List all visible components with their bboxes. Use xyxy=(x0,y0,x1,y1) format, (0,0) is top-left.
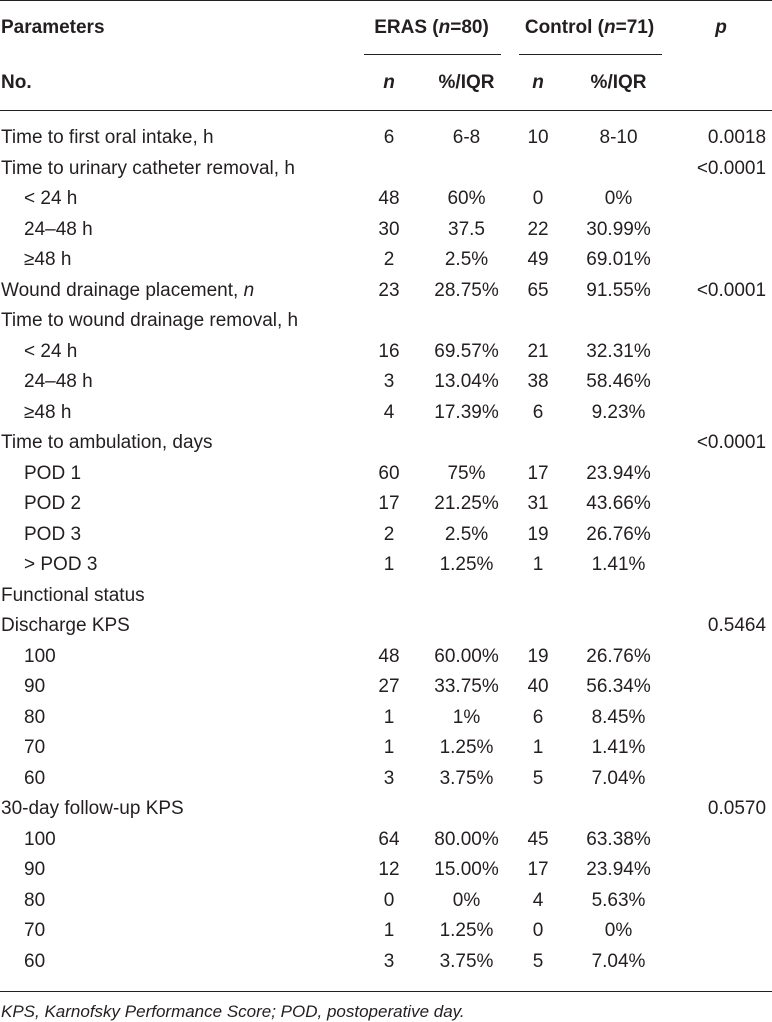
row-parameter xyxy=(0,642,354,673)
eras-pct-cell: 0% xyxy=(452,889,481,911)
header-control-post: =71) xyxy=(615,17,655,38)
table-row xyxy=(0,154,772,185)
row-parameter xyxy=(0,489,354,520)
table-row xyxy=(0,703,772,734)
row-parameter xyxy=(0,703,354,734)
p-value-cell xyxy=(670,764,772,795)
control-pct-cell xyxy=(567,581,670,612)
header-no: No. xyxy=(1,71,32,93)
p-value-cell xyxy=(670,550,772,581)
eras-pct-cell: 1% xyxy=(452,706,481,728)
row-parameter-text: 24–48 h xyxy=(24,371,93,393)
table-header xyxy=(0,1,772,111)
control-pct-cell: 8-10 xyxy=(599,127,638,149)
control-pct-cell xyxy=(567,428,670,459)
control-pct-cell: 7.04% xyxy=(591,950,646,972)
control-n-cell: 45 xyxy=(527,828,549,850)
row-parameter xyxy=(0,550,354,581)
eras-n-cell: 2 xyxy=(383,523,395,545)
control-pct-cell: 1.41% xyxy=(591,737,646,759)
table-row xyxy=(0,886,772,917)
p-value-cell: <0.0001 xyxy=(696,157,767,179)
row-parameter xyxy=(0,611,354,642)
table-row xyxy=(0,642,772,673)
eras-n-cell: 48 xyxy=(378,188,400,210)
p-value-cell xyxy=(670,825,772,856)
eras-n-cell: 3 xyxy=(383,371,395,393)
control-n-cell: 17 xyxy=(527,462,549,484)
eras-n-cell: 48 xyxy=(378,645,400,667)
control-n-cell: 38 xyxy=(527,371,549,393)
eras-n-cell: 3 xyxy=(383,767,395,789)
control-pct-cell: 32.31% xyxy=(586,340,651,362)
header-control-n-col: n xyxy=(532,71,544,93)
control-pct-cell: 26.76% xyxy=(586,523,651,545)
p-value-cell xyxy=(670,337,772,368)
row-parameter-text: 60 xyxy=(24,767,46,789)
p-value-cell xyxy=(670,703,772,734)
eras-n-cell: 1 xyxy=(383,920,395,942)
header-eras-group xyxy=(354,1,509,56)
table-row xyxy=(0,489,772,520)
table-row xyxy=(0,428,772,459)
eras-n-cell: 64 xyxy=(378,828,400,850)
row-parameter xyxy=(0,123,354,154)
eras-n-cell xyxy=(354,306,424,337)
header-control-group xyxy=(509,1,670,56)
eras-pct-cell: 69.57% xyxy=(434,340,499,362)
row-parameter xyxy=(0,947,354,992)
eras-pct-cell: 33.75% xyxy=(434,676,499,698)
control-pct-cell: 5.63% xyxy=(591,889,646,911)
control-pct-cell xyxy=(567,794,670,825)
p-value-cell xyxy=(670,245,772,276)
eras-n-cell: 3 xyxy=(383,950,395,972)
control-n-cell: 40 xyxy=(527,676,549,698)
table-row xyxy=(0,367,772,398)
header-control-n: n xyxy=(604,17,616,38)
eras-n-cell: 0 xyxy=(383,889,395,911)
table-row xyxy=(0,794,772,825)
header-eras-pre: ERAS ( xyxy=(374,17,439,38)
row-parameter-text: Time to first oral intake, h xyxy=(1,127,214,149)
row-parameter-text: Time to ambulation, days xyxy=(1,432,213,454)
control-pct-cell: 0% xyxy=(604,920,633,942)
row-parameter xyxy=(0,398,354,429)
row-parameter-text: 80 xyxy=(24,706,46,728)
control-pct-cell: 23.94% xyxy=(586,859,651,881)
eras-pct-cell: 15.00% xyxy=(434,859,499,881)
header-p-blank xyxy=(670,55,772,111)
row-parameter xyxy=(0,581,354,612)
control-pct-cell xyxy=(567,154,670,185)
row-parameter xyxy=(0,886,354,917)
p-value-cell: <0.0001 xyxy=(696,279,767,301)
control-n-cell xyxy=(509,428,567,459)
table-row xyxy=(0,947,772,992)
row-parameter-text: 90 xyxy=(24,859,46,881)
control-pct-cell: 63.38% xyxy=(586,828,651,850)
row-parameter-text: 90 xyxy=(24,676,46,698)
eras-n-cell xyxy=(354,794,424,825)
eras-n-cell xyxy=(354,581,424,612)
eras-pct-cell xyxy=(424,794,509,825)
table-row xyxy=(0,306,772,337)
p-value-cell xyxy=(670,184,772,215)
p-value-cell xyxy=(670,886,772,917)
header-p: p xyxy=(715,17,727,38)
eras-n-cell: 23 xyxy=(378,279,400,301)
eras-n-cell: 6 xyxy=(383,127,395,149)
control-n-cell xyxy=(509,794,567,825)
control-pct-cell: 23.94% xyxy=(586,462,651,484)
row-parameter xyxy=(0,764,354,795)
control-pct-cell xyxy=(567,611,670,642)
control-n-cell: 31 xyxy=(527,493,549,515)
control-n-cell: 6 xyxy=(532,401,544,423)
eras-pct-cell xyxy=(424,581,509,612)
eras-n-cell: 17 xyxy=(378,493,400,515)
row-parameter xyxy=(0,367,354,398)
eras-pct-cell xyxy=(424,611,509,642)
control-pct-cell: 7.04% xyxy=(591,767,646,789)
control-pct-cell: 9.23% xyxy=(591,401,646,423)
eras-pct-cell: 2.5% xyxy=(444,249,489,271)
row-parameter xyxy=(0,428,354,459)
control-n-cell: 19 xyxy=(527,523,549,545)
control-n-cell: 0 xyxy=(532,920,544,942)
row-parameter-italic: n xyxy=(243,279,255,301)
eras-pct-cell: 13.04% xyxy=(434,371,499,393)
control-n-cell: 49 xyxy=(527,249,549,271)
table-row xyxy=(0,184,772,215)
row-parameter-text: Discharge KPS xyxy=(1,615,130,637)
row-parameter xyxy=(0,794,354,825)
row-parameter-text: POD 1 xyxy=(24,462,82,484)
eras-pct-cell: 2.5% xyxy=(444,523,489,545)
row-parameter-text: 80 xyxy=(24,889,46,911)
p-value-cell xyxy=(670,916,772,947)
p-value-cell xyxy=(670,672,772,703)
row-parameter xyxy=(0,672,354,703)
control-n-cell: 22 xyxy=(527,218,549,240)
row-parameter xyxy=(0,154,354,185)
header-control-pre: Control ( xyxy=(524,17,605,38)
control-pct-cell: 0% xyxy=(604,188,633,210)
eras-pct-cell xyxy=(424,428,509,459)
eras-pct-cell: 1.25% xyxy=(439,737,494,759)
control-n-cell: 1 xyxy=(532,554,544,576)
row-parameter xyxy=(0,520,354,551)
row-parameter xyxy=(0,276,354,307)
eras-pct-cell: 60% xyxy=(447,188,486,210)
row-parameter xyxy=(0,184,354,215)
row-parameter-text: Time to urinary catheter removal, h xyxy=(1,157,295,179)
control-n-cell: 4 xyxy=(532,889,544,911)
control-n-cell: 1 xyxy=(532,737,544,759)
eras-n-cell: 1 xyxy=(383,737,395,759)
control-pct-cell: 1.41% xyxy=(591,554,646,576)
eras-n-cell: 16 xyxy=(378,340,400,362)
eras-n-cell: 4 xyxy=(383,401,395,423)
row-parameter-text: 60 xyxy=(24,950,46,972)
row-parameter-text: > POD 3 xyxy=(24,554,98,576)
control-pct-cell: 69.01% xyxy=(586,249,651,271)
row-parameter-text: 100 xyxy=(24,828,56,850)
row-parameter xyxy=(0,825,354,856)
eras-pct-cell: 60.00% xyxy=(434,645,499,667)
eras-n-cell: 12 xyxy=(378,859,400,881)
control-n-cell xyxy=(509,154,567,185)
table-row xyxy=(0,825,772,856)
control-pct-cell: 43.66% xyxy=(586,493,651,515)
spacer-row xyxy=(0,111,772,124)
control-n-cell: 0 xyxy=(532,188,544,210)
row-parameter xyxy=(0,337,354,368)
row-parameter xyxy=(0,855,354,886)
control-pct-cell: 56.34% xyxy=(586,676,651,698)
row-parameter xyxy=(0,733,354,764)
eras-n-cell: 1 xyxy=(383,554,395,576)
row-parameter-text: 30-day follow-up KPS xyxy=(1,798,184,820)
control-n-cell: 6 xyxy=(532,706,544,728)
control-n-cell: 17 xyxy=(527,859,549,881)
control-n-cell xyxy=(509,306,567,337)
table-row xyxy=(0,245,772,276)
eras-pct-cell: 21.25% xyxy=(434,493,499,515)
eras-n-cell: 1 xyxy=(383,706,395,728)
row-parameter-text: POD 3 xyxy=(24,523,82,545)
eras-n-cell: 2 xyxy=(383,249,395,271)
p-value-cell: 0.5464 xyxy=(707,615,767,637)
table-row xyxy=(0,337,772,368)
row-parameter xyxy=(0,459,354,490)
row-parameter-text: 70 xyxy=(24,920,46,942)
row-parameter-text: < 24 h xyxy=(24,188,78,210)
eras-pct-cell: 75% xyxy=(447,462,486,484)
p-value-cell xyxy=(670,459,772,490)
table-row xyxy=(0,581,772,612)
header-control-pct-col: %/IQR xyxy=(590,71,647,93)
table-row xyxy=(0,215,772,246)
table-row xyxy=(0,916,772,947)
p-value-cell xyxy=(670,947,772,992)
eras-n-cell xyxy=(354,428,424,459)
eras-n-cell: 27 xyxy=(378,676,400,698)
p-value-cell: <0.0001 xyxy=(696,432,767,454)
control-n-cell xyxy=(509,581,567,612)
table-row xyxy=(0,123,772,154)
eras-pct-cell xyxy=(424,306,509,337)
p-value-cell xyxy=(670,306,772,337)
p-value-cell xyxy=(670,489,772,520)
control-pct-cell: 26.76% xyxy=(586,645,651,667)
control-n-cell xyxy=(509,611,567,642)
table-row xyxy=(0,459,772,490)
row-parameter-text: 100 xyxy=(24,645,56,667)
p-value-cell xyxy=(670,642,772,673)
eras-pct-cell xyxy=(424,154,509,185)
control-n-cell: 10 xyxy=(527,127,549,149)
row-parameter-text: ≥48 h xyxy=(24,249,72,271)
eras-pct-cell: 37.5 xyxy=(448,218,485,240)
header-eras-pct-col: %/IQR xyxy=(438,71,495,93)
eras-pct-cell: 6-8 xyxy=(452,127,481,149)
table-row xyxy=(0,733,772,764)
row-parameter-text: 24–48 h xyxy=(24,218,93,240)
row-parameter xyxy=(0,306,354,337)
eras-n-cell xyxy=(354,611,424,642)
header-parameters: Parameters xyxy=(1,17,105,38)
p-value-cell xyxy=(670,581,772,612)
eras-group-rule xyxy=(364,54,501,55)
row-parameter-text: ≥48 h xyxy=(24,401,72,423)
table-row xyxy=(0,672,772,703)
control-group-rule xyxy=(519,54,662,55)
control-n-cell: 19 xyxy=(527,645,549,667)
p-value-cell xyxy=(670,367,772,398)
header-eras-n: n xyxy=(438,17,451,38)
eras-pct-cell: 1.25% xyxy=(439,920,494,942)
control-pct-cell: 58.46% xyxy=(586,371,651,393)
table-row xyxy=(0,611,772,642)
row-parameter xyxy=(0,916,354,947)
row-parameter-text: Time to wound drainage removal, h xyxy=(1,310,299,332)
table-row xyxy=(0,398,772,429)
header-eras-n-col: n xyxy=(383,71,395,93)
table-footnote: KPS, Karnofsky Performance Score; POD, postoperative day. xyxy=(1,1002,465,1021)
control-n-cell: 5 xyxy=(532,950,544,972)
header-eras-post: =80) xyxy=(450,17,489,38)
table-body xyxy=(0,111,772,992)
p-value-cell xyxy=(670,520,772,551)
table-row xyxy=(0,764,772,795)
table-row xyxy=(0,276,772,307)
p-value-cell xyxy=(670,733,772,764)
p-value-cell xyxy=(670,398,772,429)
control-pct-cell: 91.55% xyxy=(586,279,651,301)
row-parameter-text: 70 xyxy=(24,737,46,759)
p-value-cell: 0.0570 xyxy=(707,798,767,820)
row-parameter xyxy=(0,245,354,276)
eras-pct-cell: 17.39% xyxy=(434,401,499,423)
eras-pct-cell: 80.00% xyxy=(434,828,499,850)
table-row xyxy=(0,550,772,581)
eras-pct-cell: 1.25% xyxy=(439,554,494,576)
table-row xyxy=(0,855,772,886)
eras-pct-cell: 3.75% xyxy=(439,767,494,789)
eras-n-cell: 60 xyxy=(378,462,400,484)
row-parameter-text: Functional status xyxy=(1,584,145,606)
p-value-cell xyxy=(670,855,772,886)
eras-n-cell: 30 xyxy=(378,218,400,240)
eras-pct-cell: 28.75% xyxy=(434,279,499,301)
row-parameter-text: Wound drainage placement, xyxy=(1,279,244,301)
eras-pct-cell: 3.75% xyxy=(439,950,494,972)
control-n-cell: 5 xyxy=(532,767,544,789)
control-pct-cell: 30.99% xyxy=(586,218,651,240)
control-pct-cell: 8.45% xyxy=(591,706,646,728)
row-parameter xyxy=(0,215,354,246)
row-parameter-text: < 24 h xyxy=(24,340,78,362)
control-pct-cell xyxy=(567,306,670,337)
p-value-cell xyxy=(670,215,772,246)
control-n-cell: 65 xyxy=(527,279,549,301)
control-n-cell: 21 xyxy=(527,340,549,362)
row-parameter-text: POD 2 xyxy=(24,493,82,515)
table-row xyxy=(0,520,772,551)
eras-n-cell xyxy=(354,154,424,185)
p-value-cell: 0.0018 xyxy=(707,127,767,149)
